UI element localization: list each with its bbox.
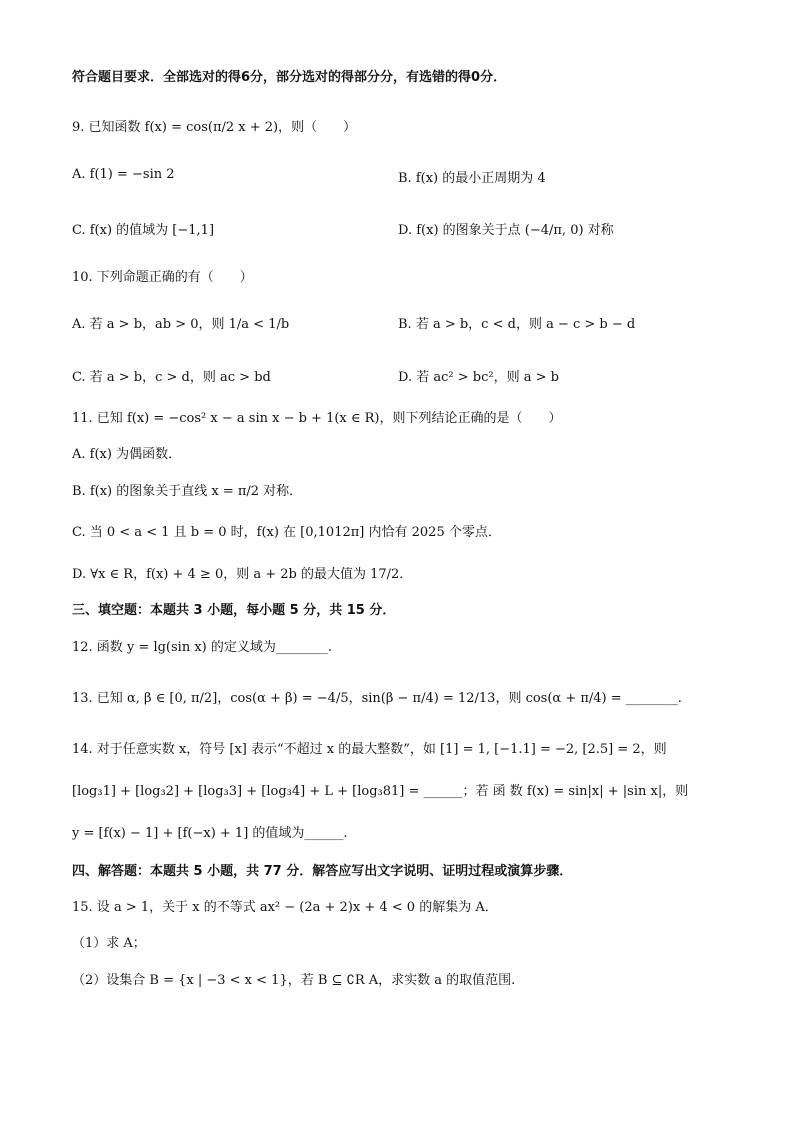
q9-option-c: C. f(x) 的值域为 [−1,1]: [72, 223, 215, 238]
q10-option-d: D. 若 ac² > bc²，则 a > b: [398, 370, 559, 385]
q13-text: 13. 已知 α, β ∈ [0, π/2]，cos(α + β) = −4/5，sin(β − π/4) = 12/13，则 cos(α + π/4) = ________.: [72, 691, 682, 706]
q11-stem: 11. 已知 f(x) = −cos² x − a sin x − b + 1(x ∈ R)，则下列结论正确的是（ ）: [72, 411, 562, 426]
q14-line3: y = [f(x) − 1] + [f(−x) + 1] 的值域为______.: [72, 826, 348, 841]
q10-stem: 10. 下列命题正确的有（ ）: [72, 270, 253, 285]
q10-option-b: B. 若 a > b，c < d，则 a − c > b − d: [398, 317, 636, 332]
q11-option-b: B. f(x) 的图象关于直线 x = π/2 对称．: [72, 484, 303, 499]
q10-option-c: C. 若 a > b，c > d，则 ac > bd: [72, 370, 271, 385]
q15-part2: （2）设集合 B = {x | −3 < x < 1}，若 B ⊆ ∁R A，求实数 a 的取值范围.: [72, 973, 516, 988]
q11-option-d: D. ∀x ∈ R，f(x) + 4 ≥ 0，则 a + 2b 的最大值为 17/2．: [72, 567, 413, 582]
section4-title: 四、解答题：本题共 5 小题，共 77 分．解答应写出文字说明、证明过程或演算步骤．: [72, 864, 573, 879]
q15-part1: （1）求 A；: [72, 936, 146, 951]
q9-stem: 9. 已知函数 f(x) = cos(π/2 x + 2)，则（ ）: [72, 120, 357, 135]
q11-option-c: C. 当 0 < a < 1 且 b = 0 时，f(x) 在 [0,1012π] 内恰有 2025 个零点．: [72, 525, 501, 540]
section3-title: 三、填空题：本题共 3 小题，每小题 5 分，共 15 分．: [72, 603, 396, 618]
q12-text: 12. 函数 y = lg(sin x) 的定义域为________.: [72, 640, 332, 655]
q9-option-b: B. f(x) 的最小正周期为 4: [398, 171, 546, 186]
q9-option-d: D. f(x) 的图象关于点 (−4/π, 0) 对称: [398, 223, 614, 238]
q11-option-a: A. f(x) 为偶函数．: [72, 447, 182, 462]
q10-option-a: A. 若 a > b，ab > 0，则 1/a < 1/b: [72, 317, 290, 332]
q14-line2: [log₃1] + [log₃2] + [log₃3] + [log₃4] + L + [log₃81] = ______；若 函 数 f(x) = sin|x| + |sin x|，则: [72, 784, 689, 799]
q14-line1: 14. 对于任意实数 x，符号 [x] 表示“不超过 x 的最大整数”，如 [1] = 1, [−1.1] = −2, [2.5] = 2，则: [72, 742, 667, 757]
instruction-text: 符合题目要求．全部选对的得6分，部分选对的得部分分，有选错的得0分．: [72, 70, 507, 85]
q15-stem: 15. 设 a > 1，关于 x 的不等式 ax² − (2a + 2)x + 4 < 0 的解集为 A．: [72, 900, 498, 915]
q9-option-a: A. f(1) = −sin 2: [72, 167, 175, 182]
